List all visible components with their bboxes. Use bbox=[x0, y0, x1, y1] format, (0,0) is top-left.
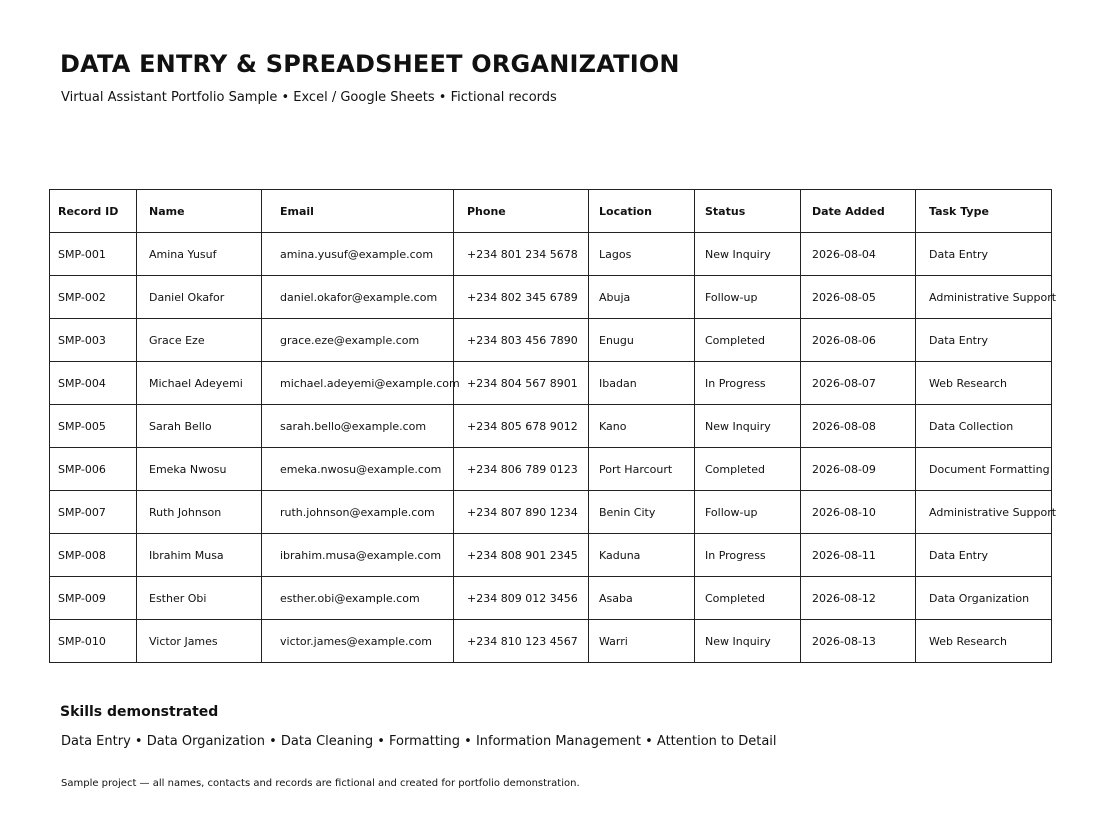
cell-location: Ibadan bbox=[589, 362, 695, 405]
cell-phone: +234 803 456 7890 bbox=[454, 319, 589, 362]
records-table bbox=[49, 189, 1057, 663]
cell-name: Sarah Bello bbox=[137, 405, 262, 448]
cell-email: victor.james@example.com bbox=[262, 620, 454, 663]
cell-name: Ibrahim Musa bbox=[137, 534, 262, 577]
cell-location: Warri bbox=[589, 620, 695, 663]
column-header-task-type: Task Type bbox=[916, 190, 1052, 233]
cell-date-added: 2026-08-12 bbox=[801, 577, 916, 620]
column-header-location: Location bbox=[589, 190, 695, 233]
cell-name: Grace Eze bbox=[137, 319, 262, 362]
cell-record-id: SMP-001 bbox=[50, 233, 137, 276]
column-header-status: Status bbox=[695, 190, 801, 233]
cell-status: Completed bbox=[695, 319, 801, 362]
cell-phone: +234 806 789 0123 bbox=[454, 448, 589, 491]
cell-record-id: SMP-003 bbox=[50, 319, 137, 362]
cell-location: Asaba bbox=[589, 577, 695, 620]
cell-status: Completed bbox=[695, 577, 801, 620]
cell-email: ibrahim.musa@example.com bbox=[262, 534, 454, 577]
page-title: DATA ENTRY & SPREADSHEET ORGANIZATION bbox=[60, 50, 680, 78]
cell-date-added: 2026-08-09 bbox=[801, 448, 916, 491]
cell-date-added: 2026-08-06 bbox=[801, 319, 916, 362]
cell-phone: +234 802 345 6789 bbox=[454, 276, 589, 319]
cell-date-added: 2026-08-08 bbox=[801, 405, 916, 448]
cell-date-added: 2026-08-07 bbox=[801, 362, 916, 405]
column-header-record-id: Record ID bbox=[50, 190, 137, 233]
cell-task-type: Web Research bbox=[916, 362, 1052, 405]
cell-phone: +234 808 901 2345 bbox=[454, 534, 589, 577]
cell-email: amina.yusuf@example.com bbox=[262, 233, 454, 276]
cell-email: michael.adeyemi@example.com bbox=[262, 362, 454, 405]
cell-status: New Inquiry bbox=[695, 233, 801, 276]
cell-location: Kaduna bbox=[589, 534, 695, 577]
cell-record-id: SMP-002 bbox=[50, 276, 137, 319]
cell-date-added: 2026-08-10 bbox=[801, 491, 916, 534]
column-header-date-added: Date Added bbox=[801, 190, 916, 233]
column-header-name: Name bbox=[137, 190, 262, 233]
table-row bbox=[50, 405, 1052, 448]
cell-email: ruth.johnson@example.com bbox=[262, 491, 454, 534]
cell-date-added: 2026-08-04 bbox=[801, 233, 916, 276]
cell-email: esther.obi@example.com bbox=[262, 577, 454, 620]
cell-phone: +234 804 567 8901 bbox=[454, 362, 589, 405]
cell-record-id: SMP-007 bbox=[50, 491, 137, 534]
cell-name: Ruth Johnson bbox=[137, 491, 262, 534]
cell-name: Michael Adeyemi bbox=[137, 362, 262, 405]
cell-phone: +234 801 234 5678 bbox=[454, 233, 589, 276]
column-header-email: Email bbox=[262, 190, 454, 233]
cell-location: Kano bbox=[589, 405, 695, 448]
cell-date-added: 2026-08-11 bbox=[801, 534, 916, 577]
cell-name: Emeka Nwosu bbox=[137, 448, 262, 491]
cell-phone: +234 805 678 9012 bbox=[454, 405, 589, 448]
cell-task-type: Data Entry bbox=[916, 319, 1052, 362]
cell-email: grace.eze@example.com bbox=[262, 319, 454, 362]
table-row bbox=[50, 319, 1052, 362]
cell-task-type: Data Organization bbox=[916, 577, 1052, 620]
cell-status: New Inquiry bbox=[695, 620, 801, 663]
cell-task-type: Web Research bbox=[916, 620, 1052, 663]
cell-status: Follow-up bbox=[695, 276, 801, 319]
skills-heading: Skills demonstrated bbox=[60, 704, 219, 720]
cell-task-type: Administrative Support bbox=[916, 276, 1052, 319]
table-row bbox=[50, 534, 1052, 577]
cell-task-type: Administrative Support bbox=[916, 491, 1052, 534]
cell-location: Enugu bbox=[589, 319, 695, 362]
skills-list: Data Entry • Data Organization • Data Cleaning • Formatting • Information Management • Attention to Detail bbox=[61, 734, 777, 749]
column-header-phone: Phone bbox=[454, 190, 589, 233]
table-row bbox=[50, 276, 1052, 319]
table-row bbox=[50, 620, 1052, 663]
cell-phone: +234 809 012 3456 bbox=[454, 577, 589, 620]
table-row bbox=[50, 362, 1052, 405]
cell-name: Daniel Okafor bbox=[137, 276, 262, 319]
cell-task-type: Data Entry bbox=[916, 233, 1052, 276]
cell-phone: +234 810 123 4567 bbox=[454, 620, 589, 663]
cell-email: sarah.bello@example.com bbox=[262, 405, 454, 448]
cell-name: Esther Obi bbox=[137, 577, 262, 620]
cell-task-type: Document Formatting bbox=[916, 448, 1052, 491]
cell-record-id: SMP-008 bbox=[50, 534, 137, 577]
cell-location: Lagos bbox=[589, 233, 695, 276]
cell-date-added: 2026-08-05 bbox=[801, 276, 916, 319]
cell-name: Amina Yusuf bbox=[137, 233, 262, 276]
cell-phone: +234 807 890 1234 bbox=[454, 491, 589, 534]
table-row bbox=[50, 233, 1052, 276]
cell-location: Abuja bbox=[589, 276, 695, 319]
cell-status: Follow-up bbox=[695, 491, 801, 534]
cell-status: In Progress bbox=[695, 534, 801, 577]
table-row bbox=[50, 448, 1052, 491]
cell-record-id: SMP-009 bbox=[50, 577, 137, 620]
page-subtitle: Virtual Assistant Portfolio Sample • Excel / Google Sheets • Fictional records bbox=[61, 90, 557, 105]
cell-record-id: SMP-010 bbox=[50, 620, 137, 663]
cell-status: In Progress bbox=[695, 362, 801, 405]
cell-location: Port Harcourt bbox=[589, 448, 695, 491]
cell-status: New Inquiry bbox=[695, 405, 801, 448]
cell-record-id: SMP-004 bbox=[50, 362, 137, 405]
footnote: Sample project — all names, contacts and records are fictional and created for portfolio demonstration. bbox=[61, 778, 580, 789]
cell-status: Completed bbox=[695, 448, 801, 491]
cell-email: daniel.okafor@example.com bbox=[262, 276, 454, 319]
cell-date-added: 2026-08-13 bbox=[801, 620, 916, 663]
table-row bbox=[50, 491, 1052, 534]
cell-location: Benin City bbox=[589, 491, 695, 534]
cell-name: Victor James bbox=[137, 620, 262, 663]
records-table-container bbox=[49, 189, 1057, 663]
cell-record-id: SMP-005 bbox=[50, 405, 137, 448]
cell-record-id: SMP-006 bbox=[50, 448, 137, 491]
table-header-row bbox=[50, 190, 1052, 233]
table-row bbox=[50, 577, 1052, 620]
cell-email: emeka.nwosu@example.com bbox=[262, 448, 454, 491]
cell-task-type: Data Entry bbox=[916, 534, 1052, 577]
cell-task-type: Data Collection bbox=[916, 405, 1052, 448]
